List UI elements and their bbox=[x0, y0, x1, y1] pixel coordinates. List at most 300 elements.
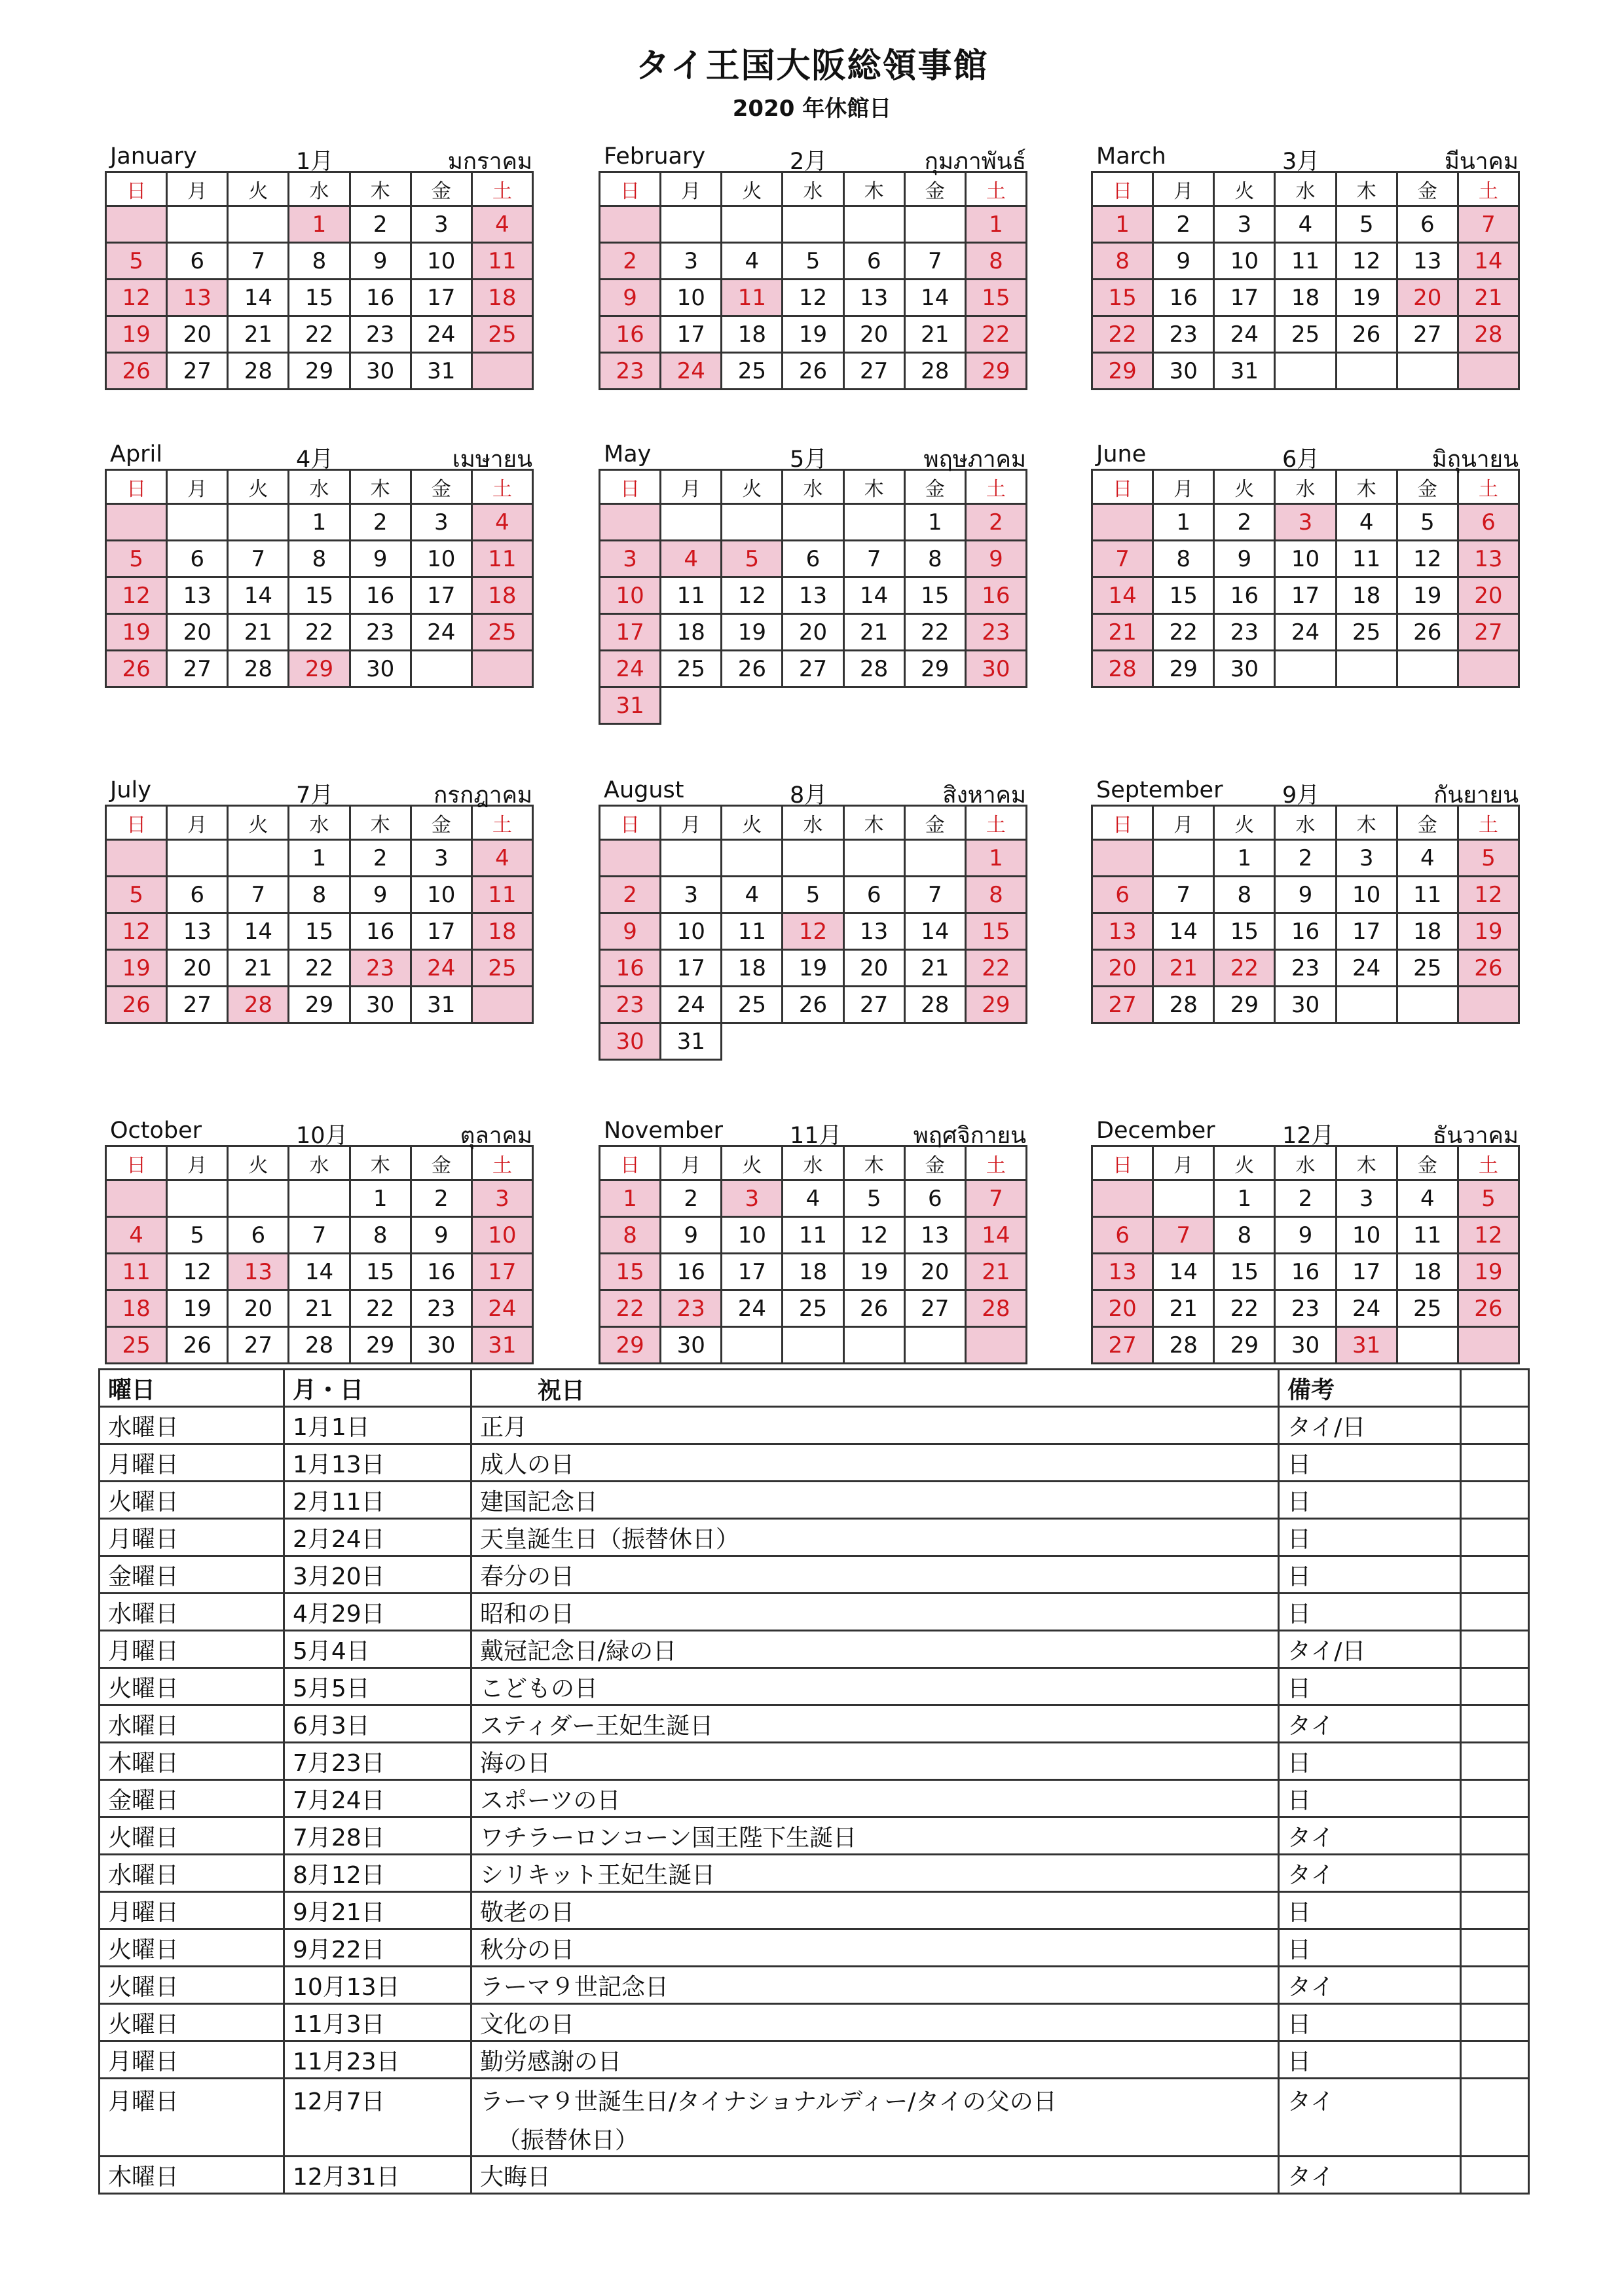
day-cell: 12 bbox=[722, 577, 783, 614]
day-cell: 13 bbox=[167, 577, 228, 614]
day-cell: 15 bbox=[1092, 280, 1153, 316]
day-cell: 16 bbox=[600, 316, 661, 353]
day-cell: 21 bbox=[1092, 614, 1153, 651]
day-cell: 23 bbox=[350, 950, 411, 987]
holiday-date: 9月21日 bbox=[284, 1892, 471, 1929]
day-cell: 3 bbox=[661, 243, 722, 280]
weekday-header: 木 bbox=[1336, 172, 1397, 206]
weekday-header: 月 bbox=[167, 172, 228, 206]
weekday-header: 水 bbox=[289, 1146, 350, 1180]
day-cell: 20 bbox=[167, 614, 228, 651]
day-cell: 24 bbox=[1336, 950, 1397, 987]
day-cell: 30 bbox=[965, 651, 1026, 687]
day-cell: 17 bbox=[661, 316, 722, 353]
day-cell: 23 bbox=[1214, 614, 1275, 651]
day-cell: 21 bbox=[289, 1290, 350, 1327]
holiday-note: 日 bbox=[1279, 1780, 1461, 1817]
weekday-header: 水 bbox=[289, 470, 350, 504]
day-cell: 15 bbox=[965, 280, 1026, 316]
holiday-date: 10月13日 bbox=[284, 1967, 471, 2004]
holiday-extra bbox=[1461, 2041, 1529, 2079]
holiday-name bbox=[471, 1743, 1279, 1780]
holiday-name bbox=[471, 2079, 1279, 2157]
day-cell: 6 bbox=[1092, 877, 1153, 913]
day-cell: 11 bbox=[1275, 243, 1336, 280]
day-cell: 3 bbox=[1336, 840, 1397, 877]
day-cell: 20 bbox=[228, 1290, 289, 1327]
empty-cell bbox=[661, 687, 722, 724]
day-cell: 19 bbox=[1458, 913, 1519, 950]
empty-cell bbox=[965, 1327, 1026, 1364]
holiday-name bbox=[471, 1855, 1279, 1892]
weekday-header: 火 bbox=[228, 470, 289, 504]
holiday-name bbox=[471, 1444, 1279, 1482]
day-cell: 6 bbox=[167, 541, 228, 577]
day-cell: 11 bbox=[471, 243, 532, 280]
day-cell: 2 bbox=[350, 206, 411, 243]
empty-cell bbox=[722, 504, 783, 541]
month-header bbox=[599, 1115, 1027, 1149]
empty-cell bbox=[904, 687, 965, 724]
day-cell: 13 bbox=[783, 577, 843, 614]
holiday-name bbox=[471, 1556, 1279, 1594]
empty-cell bbox=[661, 840, 722, 877]
holiday-extra bbox=[1461, 1855, 1529, 1892]
weekday-header: 日 bbox=[600, 1146, 661, 1180]
day-cell: 10 bbox=[722, 1217, 783, 1254]
weekday-header: 水 bbox=[783, 1146, 843, 1180]
month-april bbox=[105, 439, 534, 688]
day-cell: 15 bbox=[1153, 577, 1214, 614]
weekday-header: 金 bbox=[1397, 1146, 1458, 1180]
empty-cell bbox=[722, 687, 783, 724]
day-cell: 23 bbox=[600, 987, 661, 1023]
empty-cell bbox=[1153, 840, 1214, 877]
day-cell: 16 bbox=[1275, 1254, 1336, 1290]
month-name-en: July bbox=[110, 777, 151, 803]
day-cell: 6 bbox=[843, 877, 904, 913]
month-table bbox=[105, 469, 534, 688]
holiday-weekday: 火曜日 bbox=[100, 2004, 284, 2041]
day-cell: 9 bbox=[965, 541, 1026, 577]
day-cell: 11 bbox=[722, 913, 783, 950]
day-cell: 11 bbox=[661, 577, 722, 614]
holiday-weekday: 金曜日 bbox=[100, 1780, 284, 1817]
weekday-header: 水 bbox=[783, 806, 843, 840]
day-cell: 25 bbox=[1397, 1290, 1458, 1327]
weekday-header: 水 bbox=[783, 470, 843, 504]
day-cell: 20 bbox=[167, 950, 228, 987]
holiday-date: 12月7日 bbox=[284, 2079, 471, 2157]
day-cell: 22 bbox=[1214, 950, 1275, 987]
day-cell: 6 bbox=[783, 541, 843, 577]
month-march bbox=[1091, 141, 1520, 390]
day-cell: 5 bbox=[1458, 840, 1519, 877]
day-cell: 9 bbox=[350, 243, 411, 280]
day-cell: 20 bbox=[1092, 1290, 1153, 1327]
weekday-header: 木 bbox=[350, 1146, 411, 1180]
weekday-header: 日 bbox=[106, 470, 167, 504]
day-cell: 23 bbox=[1275, 1290, 1336, 1327]
weekday-header: 火 bbox=[228, 806, 289, 840]
holiday-date: 8月12日 bbox=[284, 1855, 471, 1892]
day-cell: 18 bbox=[471, 577, 532, 614]
day-cell: 9 bbox=[350, 877, 411, 913]
day-cell: 9 bbox=[1275, 1217, 1336, 1254]
day-cell: 4 bbox=[1397, 840, 1458, 877]
empty-cell bbox=[228, 206, 289, 243]
day-cell: 23 bbox=[661, 1290, 722, 1327]
day-cell: 16 bbox=[661, 1254, 722, 1290]
holiday-name-line1: 勤労感謝の日 bbox=[480, 2048, 622, 2075]
holiday-date: 2月24日 bbox=[284, 1519, 471, 1556]
weekday-header: 土 bbox=[965, 470, 1026, 504]
day-cell: 25 bbox=[722, 353, 783, 390]
day-cell: 5 bbox=[167, 1217, 228, 1254]
holiday-extra bbox=[1461, 1892, 1529, 1929]
day-cell: 4 bbox=[722, 877, 783, 913]
day-cell: 16 bbox=[965, 577, 1026, 614]
holiday-extra bbox=[1461, 1705, 1529, 1743]
empty-cell bbox=[228, 1180, 289, 1217]
weekday-header: 土 bbox=[471, 172, 532, 206]
day-cell: 2 bbox=[1275, 840, 1336, 877]
holiday-note: 日 bbox=[1279, 1482, 1461, 1519]
holiday-weekday: 木曜日 bbox=[100, 1743, 284, 1780]
day-cell: 8 bbox=[289, 541, 350, 577]
month-name-th: กรกฎาคม bbox=[434, 782, 532, 809]
day-cell: 6 bbox=[1092, 1217, 1153, 1254]
day-cell: 25 bbox=[661, 651, 722, 687]
weekday-header: 水 bbox=[1275, 470, 1336, 504]
day-cell: 18 bbox=[722, 316, 783, 353]
day-cell: 20 bbox=[783, 614, 843, 651]
holiday-row bbox=[100, 2079, 1529, 2157]
day-cell: 28 bbox=[965, 1290, 1026, 1327]
day-cell: 1 bbox=[600, 1180, 661, 1217]
day-cell: 29 bbox=[289, 353, 350, 390]
day-cell: 23 bbox=[600, 353, 661, 390]
day-cell: 17 bbox=[661, 950, 722, 987]
weekday-header: 火 bbox=[1214, 172, 1275, 206]
day-cell: 16 bbox=[1153, 280, 1214, 316]
day-cell: 10 bbox=[600, 577, 661, 614]
holiday-row bbox=[100, 1631, 1529, 1668]
day-cell: 13 bbox=[167, 913, 228, 950]
empty-cell bbox=[904, 1023, 965, 1060]
holiday-name-line1: 文化の日 bbox=[480, 2011, 575, 2038]
day-cell: 23 bbox=[350, 316, 411, 353]
holiday-date: 9月22日 bbox=[284, 1929, 471, 1967]
holiday-date: 7月28日 bbox=[284, 1817, 471, 1855]
weekday-header: 月 bbox=[661, 172, 722, 206]
weekday-header: 土 bbox=[965, 1146, 1026, 1180]
day-cell: 29 bbox=[904, 651, 965, 687]
weekday-header: 金 bbox=[904, 1146, 965, 1180]
day-cell: 22 bbox=[965, 316, 1026, 353]
empty-cell bbox=[843, 840, 904, 877]
day-cell: 12 bbox=[1336, 243, 1397, 280]
day-cell: 27 bbox=[167, 987, 228, 1023]
month-name-en: May bbox=[604, 441, 652, 467]
day-cell: 3 bbox=[661, 877, 722, 913]
weekday-header: 火 bbox=[1214, 470, 1275, 504]
holiday-note: タイ bbox=[1279, 2157, 1461, 2194]
day-cell: 14 bbox=[1153, 1254, 1214, 1290]
day-cell: 20 bbox=[1092, 950, 1153, 987]
holiday-note: タイ/日 bbox=[1279, 1407, 1461, 1444]
weekday-header: 水 bbox=[1275, 1146, 1336, 1180]
holiday-name-line2: （振替休日） bbox=[497, 2127, 639, 2154]
day-cell: 8 bbox=[1214, 877, 1275, 913]
day-cell: 26 bbox=[106, 651, 167, 687]
holiday-weekday: 月曜日 bbox=[100, 1519, 284, 1556]
weekday-header: 木 bbox=[843, 172, 904, 206]
month-table bbox=[599, 1145, 1027, 1364]
holiday-weekday: 水曜日 bbox=[100, 1594, 284, 1631]
day-cell: 16 bbox=[411, 1254, 471, 1290]
day-cell: 21 bbox=[904, 950, 965, 987]
day-cell: 12 bbox=[106, 577, 167, 614]
day-cell: 2 bbox=[1275, 1180, 1336, 1217]
empty-cell bbox=[471, 987, 532, 1023]
month-header bbox=[105, 141, 534, 175]
day-cell: 7 bbox=[228, 243, 289, 280]
page-title: タイ王国大阪総領事館 bbox=[635, 46, 989, 86]
day-cell: 13 bbox=[167, 280, 228, 316]
empty-cell bbox=[661, 206, 722, 243]
day-cell: 25 bbox=[106, 1327, 167, 1364]
holiday-date: 4月29日 bbox=[284, 1594, 471, 1631]
holiday-name-line1: 成人の日 bbox=[480, 1451, 575, 1478]
day-cell: 14 bbox=[228, 913, 289, 950]
holiday-name bbox=[471, 1817, 1279, 1855]
holiday-weekday: 月曜日 bbox=[100, 1892, 284, 1929]
day-cell: 11 bbox=[471, 877, 532, 913]
weekday-header: 土 bbox=[1458, 806, 1519, 840]
weekday-header: 土 bbox=[471, 470, 532, 504]
holiday-weekday: 火曜日 bbox=[100, 1817, 284, 1855]
month-name-jp: 1月 bbox=[296, 149, 334, 175]
day-cell: 18 bbox=[722, 950, 783, 987]
day-cell: 5 bbox=[106, 243, 167, 280]
month-name-jp: 8月 bbox=[790, 782, 828, 809]
day-cell: 27 bbox=[843, 353, 904, 390]
weekday-header: 木 bbox=[843, 806, 904, 840]
day-cell: 2 bbox=[1214, 504, 1275, 541]
weekday-header: 日 bbox=[1092, 172, 1153, 206]
day-cell: 1 bbox=[1214, 840, 1275, 877]
holiday-name bbox=[471, 2041, 1279, 2079]
weekday-header: 火 bbox=[228, 1146, 289, 1180]
month-name-th: ธันวาคม bbox=[1432, 1123, 1519, 1149]
day-cell: 27 bbox=[843, 987, 904, 1023]
empty-cell bbox=[106, 504, 167, 541]
holiday-extra bbox=[1461, 2079, 1529, 2157]
holiday-extra bbox=[1461, 1407, 1529, 1444]
day-cell: 9 bbox=[600, 913, 661, 950]
holiday-date: 5月4日 bbox=[284, 1631, 471, 1668]
day-cell: 22 bbox=[1153, 614, 1214, 651]
day-cell: 28 bbox=[904, 987, 965, 1023]
day-cell: 19 bbox=[783, 316, 843, 353]
holiday-extra bbox=[1461, 1743, 1529, 1780]
holiday-row bbox=[100, 1668, 1529, 1705]
day-cell: 5 bbox=[1458, 1180, 1519, 1217]
empty-cell bbox=[1397, 987, 1458, 1023]
day-cell: 26 bbox=[1336, 316, 1397, 353]
empty-cell bbox=[783, 206, 843, 243]
day-cell: 1 bbox=[965, 206, 1026, 243]
day-cell: 14 bbox=[1153, 913, 1214, 950]
day-cell: 2 bbox=[350, 504, 411, 541]
day-cell: 1 bbox=[965, 840, 1026, 877]
holiday-row bbox=[100, 2157, 1529, 2194]
day-cell: 15 bbox=[1214, 1254, 1275, 1290]
day-cell: 19 bbox=[106, 950, 167, 987]
day-cell: 11 bbox=[471, 541, 532, 577]
day-cell: 19 bbox=[722, 614, 783, 651]
month-name-jp: 9月 bbox=[1282, 782, 1320, 809]
day-cell: 27 bbox=[1092, 987, 1153, 1023]
weekday-header: 火 bbox=[228, 172, 289, 206]
day-cell: 14 bbox=[965, 1217, 1026, 1254]
month-header bbox=[1091, 439, 1520, 473]
holiday-note: タイ/日 bbox=[1279, 1631, 1461, 1668]
month-august bbox=[599, 774, 1027, 1061]
day-cell: 29 bbox=[289, 651, 350, 687]
day-cell: 17 bbox=[600, 614, 661, 651]
holiday-date: 6月3日 bbox=[284, 1705, 471, 1743]
holiday-note: 日 bbox=[1279, 1668, 1461, 1705]
day-cell: 12 bbox=[1458, 877, 1519, 913]
month-name-jp: 2月 bbox=[790, 149, 828, 175]
weekday-header: 木 bbox=[350, 470, 411, 504]
day-cell: 8 bbox=[965, 243, 1026, 280]
day-cell: 10 bbox=[411, 243, 471, 280]
day-cell: 4 bbox=[471, 206, 532, 243]
holiday-row bbox=[100, 1780, 1529, 1817]
day-cell: 5 bbox=[106, 877, 167, 913]
holiday-date: 2月11日 bbox=[284, 1482, 471, 1519]
header-extra bbox=[1461, 1370, 1529, 1407]
day-cell: 25 bbox=[471, 950, 532, 987]
day-cell: 1 bbox=[350, 1180, 411, 1217]
day-cell: 28 bbox=[1092, 651, 1153, 687]
holiday-extra bbox=[1461, 1780, 1529, 1817]
month-header bbox=[1091, 1115, 1520, 1149]
empty-cell bbox=[843, 687, 904, 724]
day-cell: 9 bbox=[1153, 243, 1214, 280]
weekday-header: 日 bbox=[1092, 1146, 1153, 1180]
day-cell: 20 bbox=[167, 316, 228, 353]
day-cell: 17 bbox=[471, 1254, 532, 1290]
day-cell: 30 bbox=[1275, 987, 1336, 1023]
weekday-header: 金 bbox=[904, 172, 965, 206]
day-cell: 24 bbox=[471, 1290, 532, 1327]
day-cell: 24 bbox=[661, 353, 722, 390]
day-cell: 9 bbox=[411, 1217, 471, 1254]
day-cell: 10 bbox=[1214, 243, 1275, 280]
day-cell: 13 bbox=[1092, 1254, 1153, 1290]
empty-cell bbox=[722, 1327, 783, 1364]
holiday-name-line1: 海の日 bbox=[480, 1749, 551, 1777]
day-cell: 13 bbox=[1397, 243, 1458, 280]
day-cell: 1 bbox=[289, 504, 350, 541]
day-cell: 1 bbox=[289, 840, 350, 877]
empty-cell bbox=[783, 687, 843, 724]
empty-cell bbox=[843, 1023, 904, 1060]
holiday-date: 5月5日 bbox=[284, 1668, 471, 1705]
day-cell: 13 bbox=[843, 913, 904, 950]
month-name-en: March bbox=[1096, 143, 1166, 170]
holiday-name-line1: ラーマ９世記念日 bbox=[480, 1973, 669, 2001]
holiday-weekday: 月曜日 bbox=[100, 1444, 284, 1482]
month-header bbox=[105, 774, 534, 809]
day-cell: 25 bbox=[1336, 614, 1397, 651]
day-cell: 29 bbox=[289, 987, 350, 1023]
day-cell: 19 bbox=[167, 1290, 228, 1327]
day-cell: 25 bbox=[1397, 950, 1458, 987]
day-cell: 4 bbox=[106, 1217, 167, 1254]
empty-cell bbox=[106, 206, 167, 243]
empty-cell bbox=[1458, 987, 1519, 1023]
day-cell: 30 bbox=[350, 651, 411, 687]
day-cell: 10 bbox=[1336, 877, 1397, 913]
month-header bbox=[1091, 774, 1520, 809]
day-cell: 6 bbox=[843, 243, 904, 280]
day-cell: 24 bbox=[661, 987, 722, 1023]
day-cell: 29 bbox=[965, 987, 1026, 1023]
weekday-header: 木 bbox=[1336, 1146, 1397, 1180]
empty-cell bbox=[167, 504, 228, 541]
day-cell: 3 bbox=[411, 206, 471, 243]
day-cell: 15 bbox=[904, 577, 965, 614]
day-cell: 16 bbox=[350, 913, 411, 950]
weekday-header: 火 bbox=[722, 1146, 783, 1180]
day-cell: 31 bbox=[471, 1327, 532, 1364]
empty-cell bbox=[1458, 651, 1519, 687]
holiday-name-line1: ワチラーロンコーン国王陛下生誕日 bbox=[480, 1824, 857, 1851]
day-cell: 17 bbox=[1336, 1254, 1397, 1290]
empty-cell bbox=[1336, 987, 1397, 1023]
holiday-name bbox=[471, 1967, 1279, 2004]
day-cell: 28 bbox=[1458, 316, 1519, 353]
weekday-header: 日 bbox=[106, 806, 167, 840]
day-cell: 31 bbox=[661, 1023, 722, 1060]
empty-cell bbox=[904, 840, 965, 877]
month-may bbox=[599, 439, 1027, 725]
empty-cell bbox=[1397, 651, 1458, 687]
holiday-name-line1: スティダー王妃生誕日 bbox=[480, 1712, 714, 1740]
day-cell: 9 bbox=[1214, 541, 1275, 577]
month-table bbox=[105, 1145, 534, 1364]
holiday-name bbox=[471, 1594, 1279, 1631]
month-name-th: สิงหาคม bbox=[942, 782, 1026, 809]
day-cell: 16 bbox=[350, 577, 411, 614]
day-cell: 20 bbox=[904, 1254, 965, 1290]
day-cell: 22 bbox=[1092, 316, 1153, 353]
holiday-row bbox=[100, 1444, 1529, 1482]
day-cell: 5 bbox=[783, 877, 843, 913]
day-cell: 5 bbox=[843, 1180, 904, 1217]
empty-cell bbox=[783, 1327, 843, 1364]
weekday-header: 月 bbox=[1153, 172, 1214, 206]
day-cell: 19 bbox=[1336, 280, 1397, 316]
holiday-note: タイ bbox=[1279, 1855, 1461, 1892]
holiday-weekday: 月曜日 bbox=[100, 2079, 284, 2157]
day-cell: 17 bbox=[1336, 913, 1397, 950]
